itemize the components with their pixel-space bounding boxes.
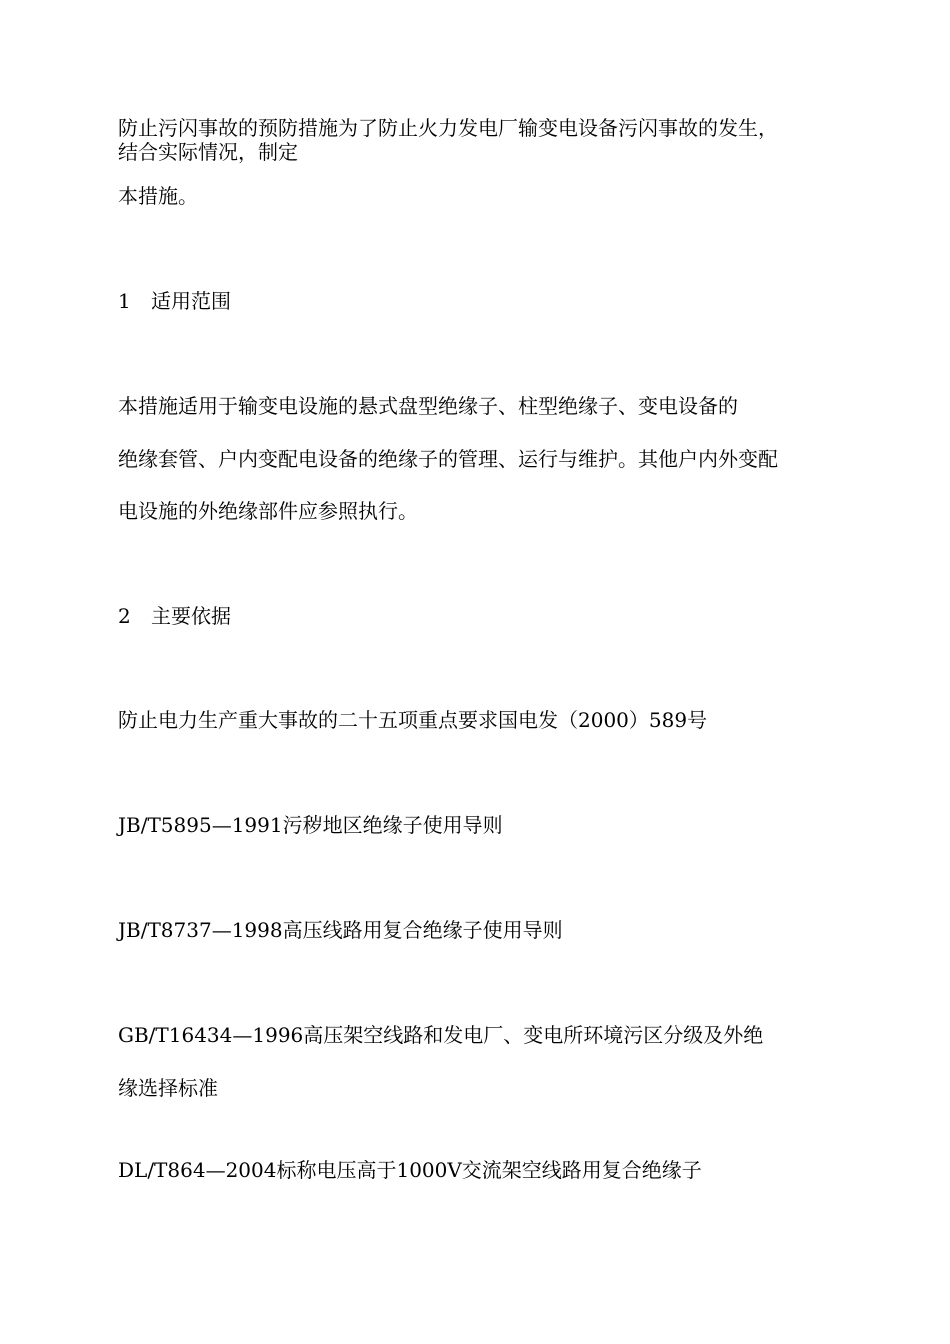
intro-line-1: 防止污闪事故的预防措施为了防止火力发电厂输变电设备污闪事故的发生， [118, 116, 778, 140]
section-1-body-line-3: 电设施的外绝缘部件应参照执行。 [118, 499, 418, 523]
reference-item: JB/T8737—1998高压线路用复合绝缘子使用导则 [118, 918, 563, 942]
reference-item: GB/T16434—1996高压架空线路和发电厂、变电所环境污区分级及外绝 [118, 1023, 764, 1047]
section-1-title: 适用范围 [151, 289, 231, 313]
section-2-heading [118, 604, 231, 628]
reference-item: 防止电力生产重大事故的二十五项重点要求国电发（2000）589号 [118, 708, 708, 732]
reference-item-continuation: 缘选择标准 [118, 1076, 218, 1100]
section-1-number: 1 [118, 289, 131, 313]
section-1-body-line-2: 绝缘套管、户内变配电设备的绝缘子的管理、运行与维护。其他户内外变配 [118, 447, 778, 471]
intro-line-3: 本措施。 [118, 184, 198, 208]
section-2-title: 主要依据 [151, 604, 231, 628]
section-1-heading [118, 289, 231, 313]
intro-line-2: 结合实际情况，制定 [118, 140, 298, 164]
reference-item: JB/T5895—1991污秽地区绝缘子使用导则 [118, 813, 503, 837]
section-1-body-line-1: 本措施适用于输变电设施的悬式盘型绝缘子、柱型绝缘子、变电设备的 [118, 394, 738, 418]
section-2-number: 2 [118, 604, 131, 628]
reference-item: DL/T864—2004标称电压高于1000V交流架空线路用复合绝缘子 [118, 1158, 702, 1182]
